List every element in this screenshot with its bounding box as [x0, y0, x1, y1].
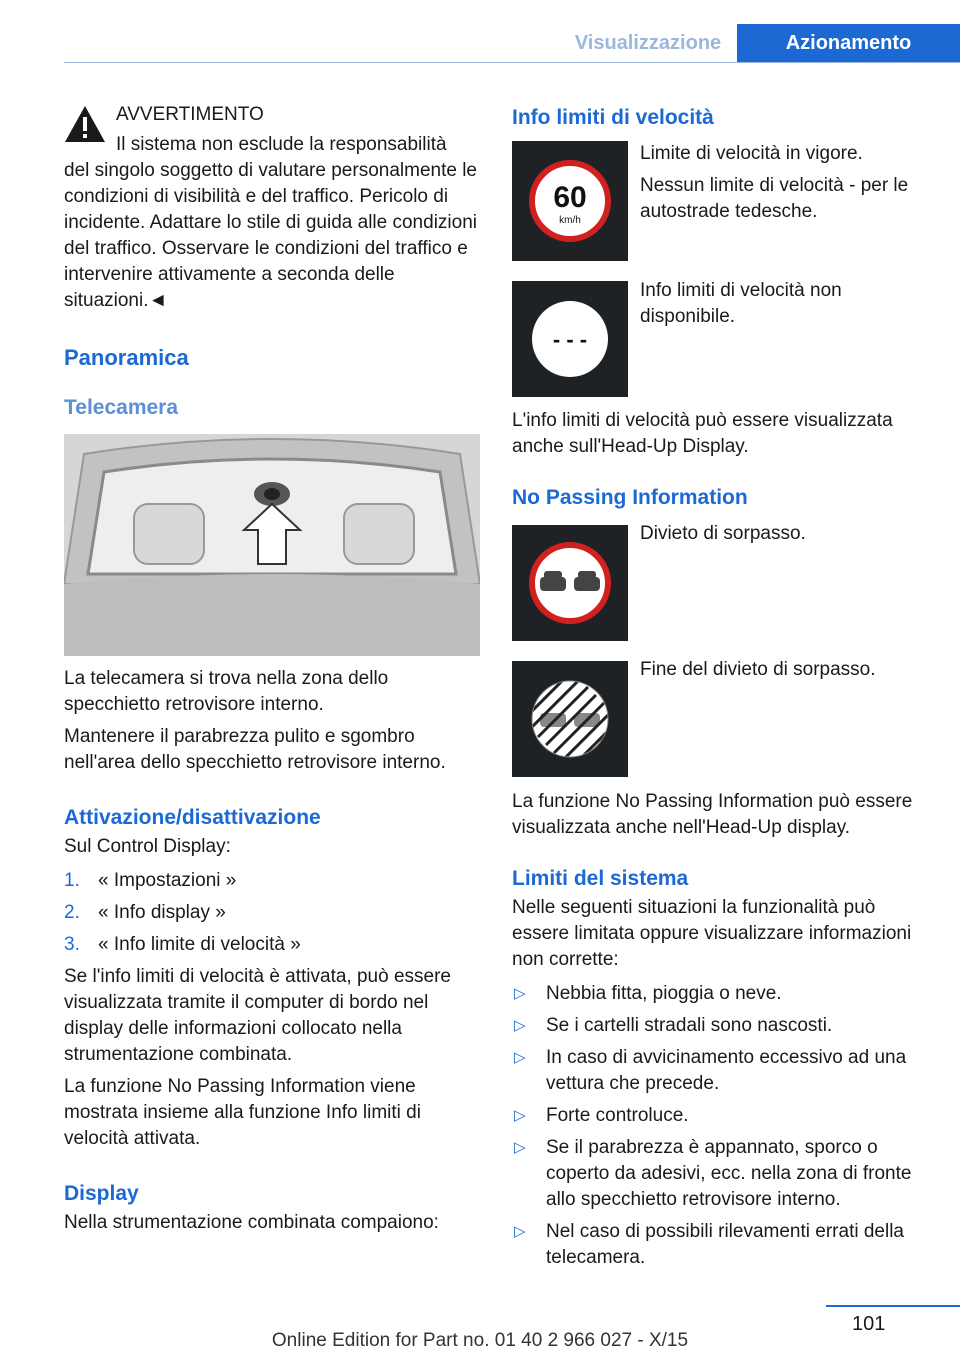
page-number: 101 [852, 1313, 886, 1335]
bullet-text: In caso di avvicinamento eccessivo ad una vettura che precede. [546, 1047, 907, 1094]
limiti-intro: Nelle seguenti situazioni la funzionalità può essere limitata oppure visualizzare informazioni non corrette: [512, 897, 912, 970]
hud-paragraph: L'info limiti di velocità può essere visualizzata anche sull'Head-Up Display. [512, 410, 893, 457]
left-column-lower [64, 666, 482, 1236]
limits-list [512, 981, 932, 1271]
end-no-passing-sign-image [512, 661, 628, 777]
step-number: 1. [64, 870, 80, 891]
bullet-triangle-icon: ▷ [514, 1049, 526, 1066]
speed-limit-unit: km/h [559, 215, 581, 226]
step-text: « Impostazioni » [98, 870, 237, 891]
heading-info-limiti: Info limiti di velocità [512, 106, 714, 129]
sign4-description: Fine del divieto di sorpasso. [640, 659, 876, 680]
tab-azionamento[interactable]: Azionamento [737, 24, 960, 63]
steps-list [64, 868, 482, 958]
no-passing-sign-image [512, 525, 628, 641]
heading-display: Display [64, 1182, 139, 1205]
list-item [512, 1013, 932, 1039]
footer-edition: Online Edition for Part no. 01 40 2 966 027 - X/15 [271, 1330, 689, 1351]
heading-attivazione: Attivazione/disattivazione [64, 806, 321, 829]
step-number: 3. [64, 934, 80, 955]
heading-telecamera: Telecamera [64, 396, 179, 419]
bullet-text: Nebbia fitta, pioggia o neve. [546, 983, 782, 1004]
list-item [64, 900, 482, 926]
bullet-text: Forte controluce. [546, 1105, 689, 1126]
list-item [512, 1103, 932, 1129]
no-passing-paragraph: La funzione No Passing Information può essere visualizzata anche nell'Head-Up display. [512, 791, 913, 838]
sign1-text-a: Limite di velocità in vigore. [640, 143, 863, 164]
sign1-text-b: Nessun limite di velocità - per le autostrade tedesche. [640, 175, 909, 222]
footer-divider [826, 1305, 960, 1307]
heading-no-passing: No Passing Information [512, 486, 748, 509]
warning-title: AVVERTIMENTO [116, 104, 264, 125]
attivazione-paragraph-1: Se l'info limiti di velocità è attivata, può essere visualizzata tramite il computer di bordo nel display delle informazioni collocato nella strumentazione combinata. [64, 966, 451, 1065]
bullet-text: Se il parabrezza è appannato, sporco o coperto da adesivi, ecc. nella zona di fronte allo specchietto retrovisore interno. [546, 1137, 912, 1210]
warning-text-first: Il sistema non esclude la responsabilità [116, 134, 447, 155]
bullet-text: Nel caso di possibili rilevamenti errati della telecamera. [546, 1221, 904, 1268]
step-number: 2. [64, 902, 80, 923]
tab-visualizzazione[interactable]: Visualizzazione [574, 32, 722, 54]
list-item [512, 1135, 932, 1213]
list-item [512, 1219, 932, 1271]
left-column [64, 102, 482, 422]
attivazione-paragraph-2: La funzione No Passing Information viene mostrata insieme alla funzione Info limiti di velocità attivata. [64, 1076, 421, 1149]
sign3-description: Divieto di sorpasso. [640, 523, 806, 544]
bullet-triangle-icon: ▷ [514, 985, 526, 1002]
header-divider [64, 62, 960, 63]
bullet-triangle-icon: ▷ [514, 1107, 526, 1124]
bullet-triangle-icon: ▷ [514, 1017, 526, 1034]
list-item [512, 1045, 932, 1097]
speed-limit-unavailable-sign-image [512, 281, 628, 397]
list-item [64, 868, 482, 894]
camera-paragraph-2: Mantenere il parabrezza pulito e sgombro nell'area dello specchietto retrovisore interno. [64, 726, 446, 773]
bullet-text: Se i cartelli stradali sono nascosti. [546, 1015, 833, 1036]
list-item [64, 932, 482, 958]
camera-location-image [64, 434, 480, 656]
display-intro: Nella strumentazione combinata compaiono: [64, 1212, 439, 1233]
sign2-description: Info limiti di velocità non disponibile. [640, 280, 842, 327]
camera-paragraph-1: La telecamera si trova nella zona dello specchietto retrovisore interno. [64, 668, 389, 715]
sign1-description [640, 141, 932, 225]
bullet-triangle-icon: ▷ [514, 1139, 526, 1156]
bullet-triangle-icon: ▷ [514, 1223, 526, 1240]
unavailable-symbol: - - - [552, 327, 588, 352]
speed-limit-sign-image [512, 141, 628, 261]
speed-limit-number: 60 [553, 181, 587, 214]
list-item [512, 981, 932, 1007]
right-column-mid [512, 408, 932, 512]
attivazione-intro: Sul Control Display: [64, 836, 231, 857]
step-text: « Info display » [98, 902, 226, 923]
right-column-lower [512, 789, 932, 1271]
heading-limiti: Limiti del sistema [512, 867, 689, 890]
step-text: « Info limite di velocità » [98, 934, 301, 955]
warning-text: del singolo soggetto di valutare personalmente le condizioni di visibilità e del traffico. Pericolo di incidente. Adattare lo stile di guida alle condizioni del traffico. Osservare le condizioni del traffico e intervenire attivamente a seconda delle situazioni.◄ [64, 160, 477, 311]
heading-panoramica: Panoramica [64, 345, 189, 370]
